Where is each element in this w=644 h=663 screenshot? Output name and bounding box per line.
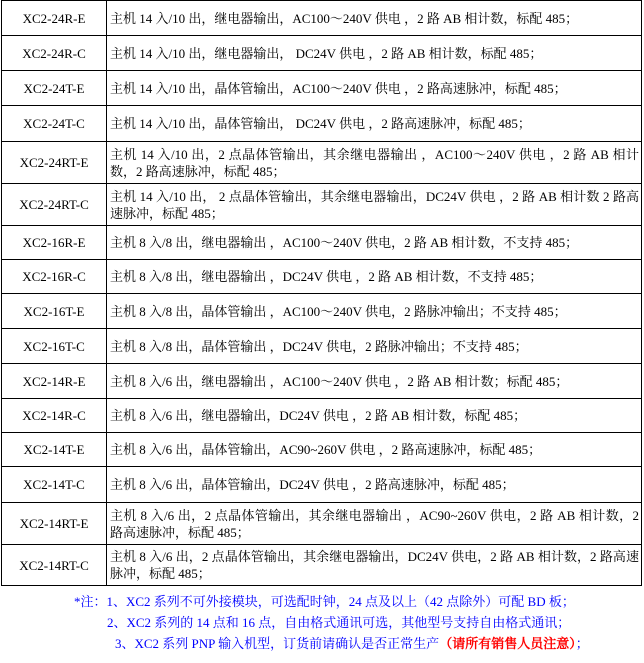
table-row <box>2 71 642 106</box>
model-cell: XC2-24RT-E <box>2 142 107 184</box>
description-cell: 主机 14 入/10 出，晶体管输出，AC100～240V 供电 ，2 路高速脉冲，标配 485； <box>107 71 642 106</box>
model-cell: XC2-14RT-C <box>2 545 107 586</box>
model-cell: XC2-14T-E <box>2 433 107 467</box>
table-row <box>2 36 642 71</box>
note-line-1: *注：1、XC2 系列不可外接模块，可选配时钟，24 点及以上（42 点除外）可配 BD 板； <box>74 594 575 609</box>
model-cell: XC2-14T-C <box>2 467 107 503</box>
model-cell: XC2-16R-E <box>2 226 107 260</box>
model-cell: XC2-16T-C <box>2 329 107 364</box>
table-row <box>2 545 642 586</box>
table-row <box>2 142 642 184</box>
model-cell: XC2-14RT-E <box>2 503 107 545</box>
description-cell: 主机 14 入/10 出，继电器输出，AC100～240V 供电 ，2 路 AB 相计数，标配 485； <box>107 1 642 36</box>
note-line-2: 2、XC2 系列的 14 点和 16 点，自由格式通讯可选，其他型号支持自由格式通讯； <box>107 615 571 630</box>
note-line-3-emphasis: （请所有销售人员注意） <box>439 636 576 651</box>
model-spec-table-body <box>2 1 642 586</box>
table-row <box>2 226 642 260</box>
table-row <box>2 364 642 399</box>
description-cell: 主机 8 入/6 出，2 点晶体管输出，其余继电器输出，DC24V 供电，2 路 AB 相计数，2 路高速脉冲，标配 485； <box>107 545 642 586</box>
note-line-3-end: ； <box>575 636 589 651</box>
table-row <box>2 184 642 226</box>
note-line-3-text: 3、XC2 系列 PNP 输入机型，订货前请确认是否正常生产 <box>115 636 440 651</box>
description-cell: 主机 8 入/6 出，晶体管输出，AC90~260V 供电 ，2 路高速脉冲，标配 485； <box>107 433 642 467</box>
model-cell: XC2-14R-E <box>2 364 107 399</box>
table-row <box>2 467 642 503</box>
model-cell: XC2-24RT-C <box>2 184 107 226</box>
description-cell: 主机 8 入/6 出，晶体管输出，DC24V 供电 ，2 路高速脉冲，标配 485； <box>107 467 642 503</box>
description-cell: 主机 8 入/8 出，继电器输出 ，AC100～240V 供电，2 路 AB 相计数，不支持 485； <box>107 226 642 260</box>
model-cell: XC2-16R-C <box>2 260 107 294</box>
description-cell: 主机 14 入/10 出，2 点晶体管输出，其余继电器输出 ，AC100～240V 供电 ，2 路 AB 相计数，2 路高速脉冲，标配 485； <box>107 142 642 184</box>
description-cell: 主机 8 入/6 出，2 点晶体管输出，其余继电器输出 ，AC90~260V 供电，2 路 AB 相计数，2 路高速脉冲，标配 485； <box>107 503 642 545</box>
model-spec-table <box>1 0 642 586</box>
description-cell: 主机 14 入/10 出，继电器输出， DC24V 供电 ，2 路 AB 相计数，标配 485； <box>107 36 642 71</box>
description-cell: 主机 8 入/8 出，继电器输出 ，DC24V 供电 ，2 路 AB 相计数，不支持 485； <box>107 260 642 294</box>
model-cell: XC2-14R-C <box>2 399 107 433</box>
table-row <box>2 1 642 36</box>
table-row <box>2 260 642 294</box>
table-row <box>2 106 642 142</box>
description-cell: 主机 8 入/8 出，晶体管输出 ，DC24V 供电，2 路脉冲输出；不支持 485； <box>107 329 642 364</box>
description-cell: 主机 14 入/10 出， 2 点晶体管输出，其余继电器输出，DC24V 供电 ，2 路 AB 相计数 2 路高速脉冲，标配 485； <box>107 184 642 226</box>
table-row <box>2 503 642 545</box>
note-line-3 <box>0 633 644 654</box>
model-cell: XC2-24T-C <box>2 106 107 142</box>
table-row <box>2 294 642 329</box>
model-cell: XC2-24T-E <box>2 71 107 106</box>
notes-section <box>0 591 644 654</box>
model-cell: XC2-24R-C <box>2 36 107 71</box>
table-row <box>2 433 642 467</box>
table-row <box>2 399 642 433</box>
table-row <box>2 329 642 364</box>
description-cell: 主机 8 入/6 出，继电器输出 ，AC100～240V 供电 ，2 路 AB 相计数；标配 485； <box>107 364 642 399</box>
model-cell: XC2-24R-E <box>2 1 107 36</box>
description-cell: 主机 8 入/6 出，继电器输出，DC24V 供电 ，2 路 AB 相计数，标配 485； <box>107 399 642 433</box>
description-cell: 主机 8 入/8 出，晶体管输出 ，AC100～240V 供电，2 路脉冲输出；不支持 485； <box>107 294 642 329</box>
description-cell: 主机 14 入/10 出，晶体管输出， DC24V 供电 ，2 路高速脉冲，标配 485； <box>107 106 642 142</box>
model-cell: XC2-16T-E <box>2 294 107 329</box>
